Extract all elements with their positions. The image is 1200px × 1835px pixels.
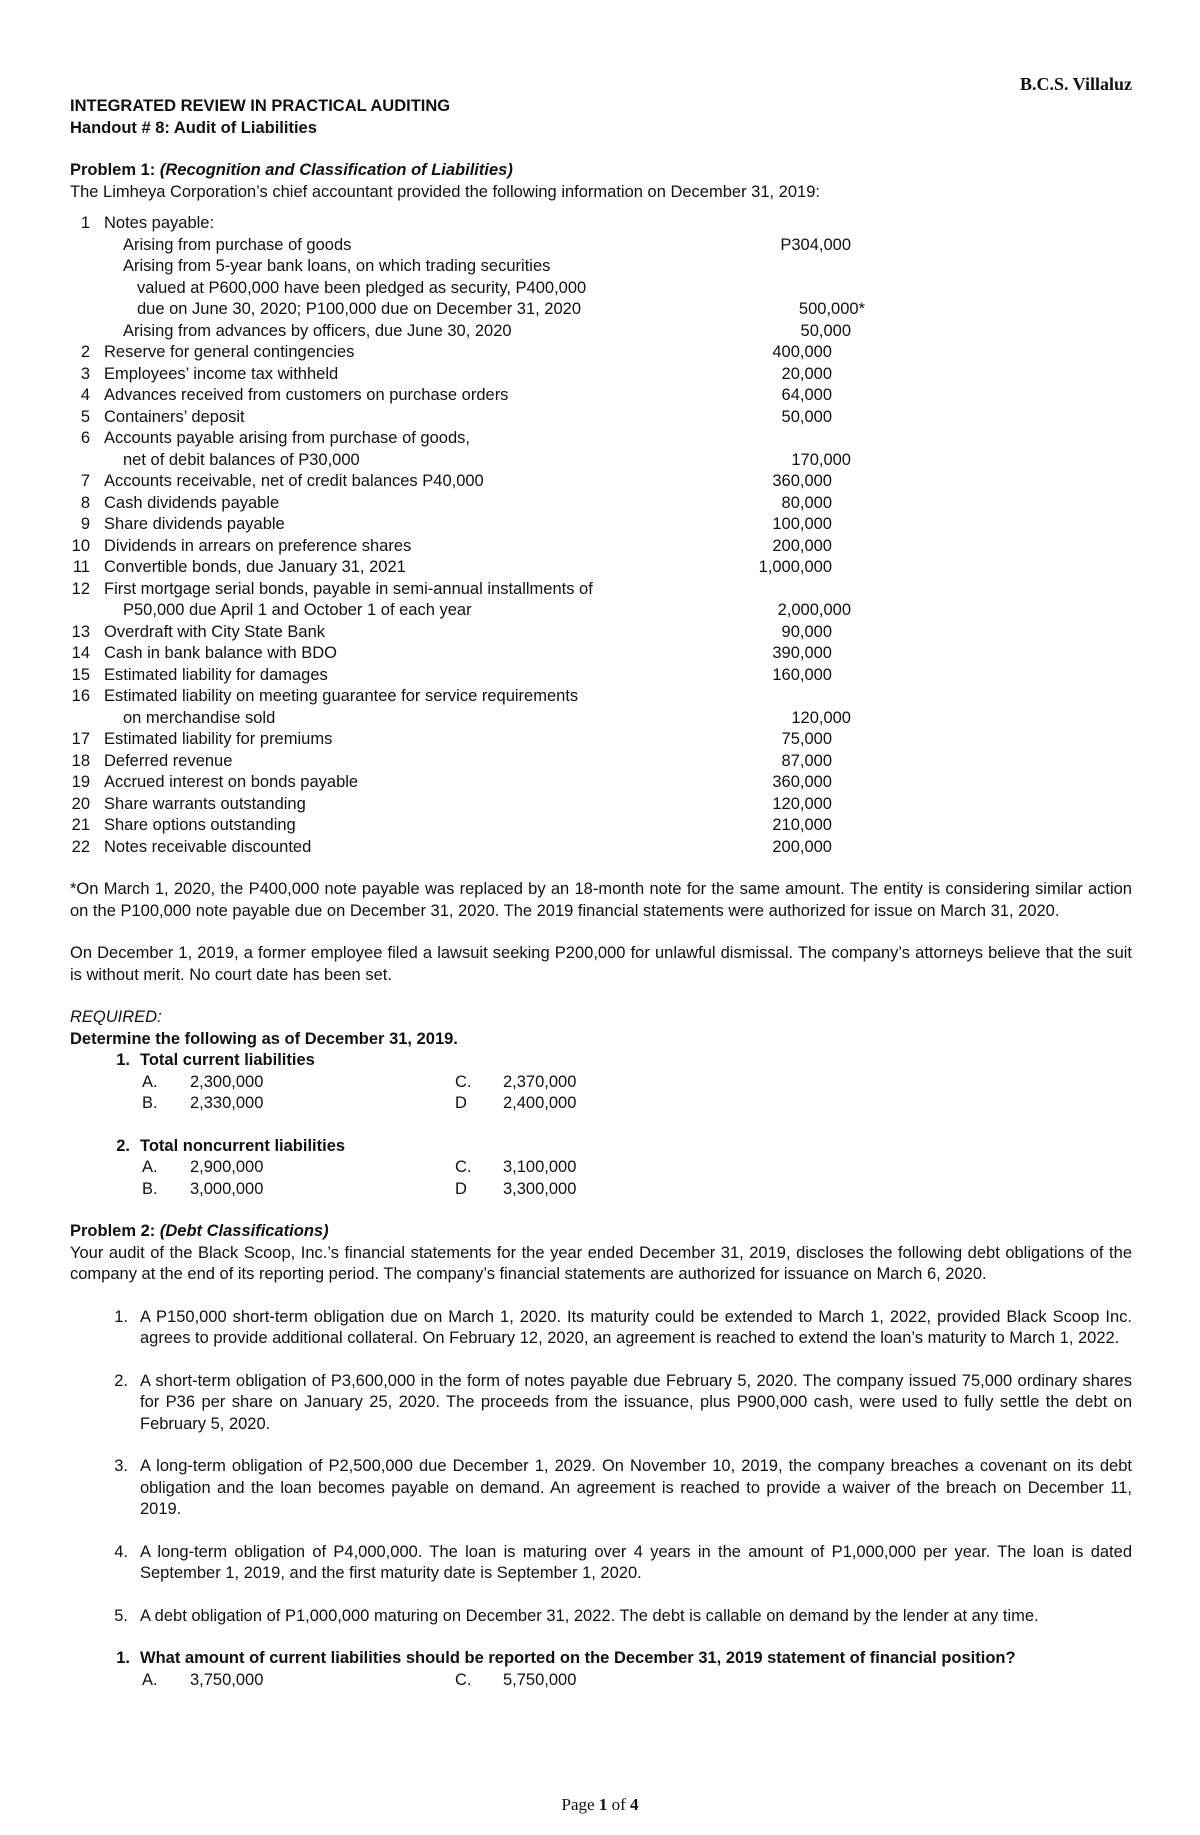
debt-obligations-list — [70, 1307, 1132, 1628]
item-number: 13 — [71, 622, 90, 641]
choice-label: A. — [142, 1670, 158, 1689]
author-name: B.C.S. Villaluz — [1019, 74, 1132, 94]
question-number: 2. — [116, 1136, 130, 1155]
item-number: 21 — [71, 816, 90, 834]
debt-item-number: 4. — [114, 1542, 128, 1561]
choice-value: 2,900,000 — [190, 1158, 264, 1176]
item-description: Reserve for general contingencies — [104, 343, 355, 361]
question-text: Total noncurrent liabilities — [140, 1136, 346, 1155]
item-amount: 210,000 — [772, 816, 832, 834]
item-amount: 90,000 — [781, 622, 832, 641]
item-number: 1 — [80, 214, 90, 232]
problem1-label: Problem 1: — [70, 161, 156, 179]
footnote: *On March 1, 2020, the P400,000 note payable was replaced by an 18-month note for the same amount. The entity is considering similar action on the P100,000 note payable due on December 31, 2020. The 2019 financial statements were authorized for issue on March 31, 2020. — [70, 880, 1132, 920]
item-amount — [684, 428, 832, 450]
item-description: Arising from purchase of goods — [123, 235, 352, 254]
list-item — [70, 278, 1132, 300]
item-amount: 2,000,000 — [777, 601, 851, 619]
choice-label: A. — [142, 1072, 158, 1091]
item-number: 22 — [71, 837, 90, 856]
item-amount: 200,000 — [772, 536, 832, 555]
item-amount: 500,000* — [798, 300, 865, 318]
choice-label: D — [455, 1179, 467, 1198]
item-description: Share dividends payable — [104, 515, 285, 533]
list-item — [70, 536, 1132, 558]
item-number: 6 — [80, 429, 90, 447]
item-description: Containers’ deposit — [104, 407, 245, 426]
choice-value: 3,300,000 — [503, 1179, 577, 1198]
item-amount: 87,000 — [781, 751, 832, 770]
item-amount: 120,000 — [772, 794, 832, 813]
question — [70, 1648, 1132, 1670]
list-item — [70, 815, 1132, 837]
item-amount: 390,000 — [772, 644, 832, 662]
item-number: 3 — [80, 364, 90, 383]
choice-value: 3,100,000 — [503, 1158, 577, 1176]
list-item — [70, 557, 1132, 579]
list-item — [70, 321, 1132, 343]
item-number: 18 — [71, 751, 90, 770]
list-item — [70, 493, 1132, 515]
debt-item — [70, 1456, 1132, 1521]
choice-label: B. — [142, 1094, 158, 1112]
choice-label: C. — [455, 1670, 472, 1689]
choice-row — [70, 1670, 1132, 1692]
choice-value: 2,400,000 — [503, 1094, 577, 1112]
item-number: 5 — [80, 407, 90, 426]
page-number: 1 — [598, 1795, 608, 1814]
item-description: Estimated liability on meeting guarantee for service requirements — [104, 687, 579, 705]
item-number: 12 — [71, 579, 90, 598]
page-footer — [0, 1795, 1200, 1815]
item-description: Cash in bank balance with BDO — [104, 644, 337, 662]
item-description: Accrued interest on bonds payable — [104, 773, 359, 791]
item-number: 2 — [80, 343, 90, 361]
choice-value: 2,330,000 — [190, 1094, 264, 1112]
list-item — [70, 299, 1132, 321]
footer-of: of — [607, 1795, 630, 1814]
choice-label: A. — [142, 1158, 158, 1176]
item-amount: 170,000 — [791, 450, 851, 469]
debt-item — [70, 1371, 1132, 1436]
item-amount: 80,000 — [781, 493, 832, 512]
list-item — [70, 579, 1132, 601]
choice-value: 3,750,000 — [190, 1670, 264, 1689]
item-description: Accounts receivable, net of credit balances P40,000 — [104, 472, 484, 490]
debt-item — [70, 1307, 1132, 1350]
list-item — [70, 751, 1132, 773]
list-item — [70, 643, 1132, 665]
debt-item-number: 3. — [114, 1457, 128, 1475]
choice-value: 5,750,000 — [503, 1670, 577, 1689]
list-item — [70, 471, 1132, 493]
list-item-continuation — [70, 708, 1132, 730]
item-number: 16 — [71, 687, 90, 705]
item-description: Arising from 5-year bank loans, on which trading securities — [123, 257, 551, 275]
choice-label: B. — [142, 1179, 158, 1198]
choice-label: D — [455, 1094, 467, 1112]
item-amount: 100,000 — [772, 515, 832, 533]
item-description: due on June 30, 2020; P100,000 due on December 31, 2020 — [137, 300, 582, 318]
page-content — [70, 96, 1132, 1691]
problem2-intro: Your audit of the Black Scoop, Inc.’s financial statements for the year ended December 31, 2019, discloses the following debt obligations of the company at the end of its reporting period. The company’s financial statements are authorized for issuance on March 6, 2020. — [70, 1243, 1132, 1283]
liabilities-list — [70, 213, 1132, 858]
choice-label: C. — [455, 1072, 472, 1091]
list-item — [70, 665, 1132, 687]
debt-item — [70, 1606, 1132, 1628]
item-description: Estimated liability for premiums — [104, 730, 333, 748]
item-number: 11 — [72, 558, 90, 576]
choice-row — [70, 1093, 1132, 1115]
list-item-continuation — [70, 600, 1132, 622]
item-amount: 75,000 — [781, 730, 832, 748]
item-number: 19 — [71, 773, 90, 791]
item-number: 15 — [71, 665, 90, 684]
item-description: Convertible bonds, due January 31, 2021 — [104, 558, 406, 576]
list-item — [70, 794, 1132, 816]
handout-title: Handout # 8: Audit of Liabilities — [70, 118, 317, 137]
item-amount — [684, 579, 832, 601]
item-number: 20 — [71, 794, 90, 813]
choice-row — [70, 1072, 1132, 1094]
list-item — [70, 256, 1132, 278]
debt-item-text: A short-term obligation of P3,600,000 in the form of notes payable due February 5, 2020. The company issued 75,000 ordinary shares for P36 per share on January 25, 2020. The proceeds from the issuance, plus P900,000 cash, were used to fully settle the debt on February 5, 2020. — [140, 1371, 1132, 1433]
item-number: 17 — [71, 730, 90, 748]
list-item — [70, 729, 1132, 751]
item-amount: 360,000 — [772, 773, 832, 791]
question — [70, 1136, 1132, 1158]
item-description: Notes payable: — [104, 214, 215, 232]
item-number: 4 — [80, 386, 90, 404]
item-amount: 200,000 — [772, 837, 832, 856]
debt-item — [70, 1542, 1132, 1585]
choice-value: 2,300,000 — [190, 1072, 264, 1091]
list-item — [70, 837, 1132, 859]
list-item — [70, 514, 1132, 536]
item-number: 8 — [80, 493, 90, 512]
problem2-label: Problem 2: — [70, 1222, 156, 1240]
list-item — [70, 407, 1132, 429]
item-amount: 400,000 — [772, 343, 832, 361]
item-amount: 160,000 — [772, 665, 832, 684]
item-description: Estimated liability for damages — [104, 665, 328, 684]
item-number: 10 — [71, 536, 90, 555]
debt-item-text: A debt obligation of P1,000,000 maturing on December 31, 2022. The debt is callable on demand by the lender at any time. — [140, 1606, 1039, 1625]
list-item — [70, 622, 1132, 644]
list-item — [70, 385, 1132, 407]
debt-item-number: 2. — [114, 1371, 128, 1390]
determine-heading: Determine the following as of December 31, 2019. — [70, 1029, 458, 1048]
item-description: Arising from advances by officers, due June 30, 2020 — [123, 321, 512, 340]
choice-value: 2,370,000 — [503, 1072, 577, 1091]
item-amount — [684, 686, 832, 708]
page-total: 4 — [629, 1795, 639, 1814]
item-description: valued at P600,000 have been pledged as security, P400,000 — [137, 278, 587, 297]
item-amount: 120,000 — [791, 708, 851, 727]
item-description: First mortgage serial bonds, payable in semi-annual installments of — [104, 579, 593, 598]
item-amount: 64,000 — [781, 386, 832, 404]
debt-item-text: A long-term obligation of P2,500,000 due December 1, 2029. On November 10, 2019, the company breaches a covenant on its debt obligation and the loan becomes payable on demand. An agreement is reached to provide a waiver of the breach on December 11, 2019. — [140, 1457, 1132, 1518]
choice-row — [70, 1157, 1132, 1179]
question — [70, 1050, 1132, 1072]
item-number: 9 — [80, 515, 90, 533]
item-description: Share warrants outstanding — [104, 794, 306, 813]
problem1-heading — [70, 160, 1132, 182]
problem1-intro: The Limheya Corporation’s chief accountant provided the following information on December 31, 2019: — [70, 182, 820, 201]
list-item — [70, 342, 1132, 364]
footer-prefix: Page — [561, 1795, 599, 1814]
required-label: REQUIRED: — [70, 1008, 162, 1026]
problem1-topic: (Recognition and Classification of Liabilities) — [159, 161, 513, 179]
item-amount: 50,000 — [800, 321, 851, 340]
list-item — [70, 235, 1132, 257]
debt-item-number: 5. — [114, 1606, 128, 1625]
item-description: Deferred revenue — [104, 751, 233, 770]
item-description: Advances received from customers on purchase orders — [104, 386, 509, 404]
item-amount: 20,000 — [781, 364, 832, 383]
item-description: Notes receivable discounted — [104, 837, 312, 856]
question-text: Total current liabilities — [140, 1051, 315, 1069]
item-description: Accounts payable arising from purchase of goods, — [104, 429, 470, 447]
item-amount: 360,000 — [772, 472, 832, 490]
debt-item-number: 1. — [114, 1307, 128, 1326]
item-description: Share options outstanding — [104, 816, 296, 834]
list-item — [70, 686, 1132, 708]
item-description: Dividends in arrears on preference shares — [104, 536, 412, 555]
choice-label: C. — [455, 1158, 472, 1176]
course-title: INTEGRATED REVIEW IN PRACTICAL AUDITING — [70, 97, 451, 115]
debt-item-text: A long-term obligation of P4,000,000. The loan is maturing over 4 years in the amount of P1,000,000 per year. The loan is dated September 1, 2019, and the first maturity date is September 1, 2020. — [140, 1542, 1132, 1582]
item-amount: 50,000 — [781, 407, 832, 426]
item-description: Cash dividends payable — [104, 493, 280, 512]
item-description: net of debit balances of P30,000 — [123, 450, 360, 469]
item-description: Employees’ income tax withheld — [104, 364, 339, 383]
question-text: What amount of current liabilities should be reported on the December 31, 2019 statement of financial position? — [140, 1649, 1016, 1667]
choice-value: 3,000,000 — [190, 1179, 264, 1198]
liabilities-items — [70, 342, 1132, 858]
item-description: P50,000 due April 1 and October 1 of each year — [123, 601, 472, 619]
item-description: Overdraft with City State Bank — [104, 622, 326, 641]
item-amount: 1,000,000 — [758, 558, 832, 576]
list-item-continuation — [70, 450, 1132, 472]
problem2-heading — [70, 1221, 1132, 1243]
list-item — [70, 213, 1132, 235]
list-item — [70, 364, 1132, 386]
lawsuit-note: On December 1, 2019, a former employee filed a lawsuit seeking P200,000 for unlawful dismissal. The company’s attorneys believe that the suit is without merit. No court date has been set. — [70, 944, 1132, 984]
list-item — [70, 772, 1132, 794]
item-number: 7 — [80, 472, 90, 490]
list-item — [70, 428, 1132, 450]
item-number: 14 — [71, 644, 90, 662]
question-number: 1. — [116, 1649, 130, 1667]
question-number: 1. — [116, 1051, 130, 1069]
choice-row — [70, 1179, 1132, 1201]
item-amount: P304,000 — [780, 235, 851, 254]
item-description: on merchandise sold — [123, 708, 276, 727]
problem2-topic: (Debt Classifications) — [159, 1222, 329, 1240]
debt-item-text: A P150,000 short-term obligation due on March 1, 2020. Its maturity could be extended to March 1, 2022, provided Black Scoop Inc. agrees to provide additional collateral. On February 12, 2020, an agreement is reached to extend the loan’s maturity to March 1, 2022. — [140, 1307, 1132, 1347]
